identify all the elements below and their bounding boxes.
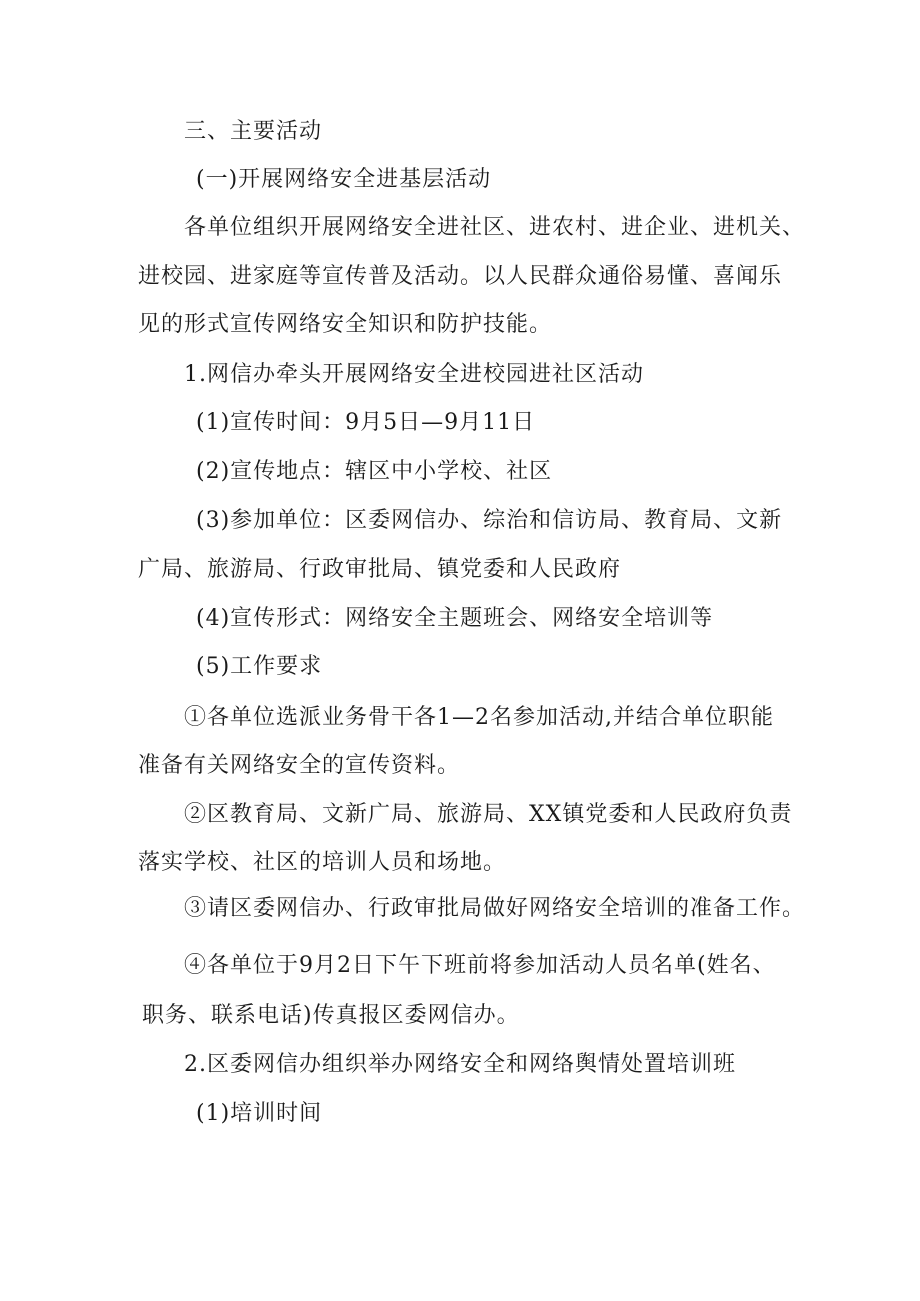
item-heading: 1.网信办牵头开展网络安全进校园进社区活动 — [184, 362, 644, 387]
section-heading: 三、主要活动 — [184, 119, 323, 144]
list-item: (5)工作要求 — [196, 654, 323, 679]
list-item: ②区教育局、文新广局、旅游局、XX镇党委和人民政府负责 — [184, 802, 793, 827]
paragraph-line: 落实学校、社区的培训人员和场地。 — [138, 850, 507, 875]
paragraph-line: 广局、旅游局、行政审批局、镇党委和人民政府 — [138, 557, 622, 582]
paragraph-line: 职务、联系电话)传真报区委网信办。 — [142, 1003, 520, 1028]
list-item: (1)宣传时间：9月5日—9月11日 — [196, 410, 536, 435]
list-item: (4)宣传形式：网络安全主题班会、网络安全培训等 — [196, 606, 714, 631]
paragraph-line: 各单位组织开展网络安全进社区、进农村、进企业、进机关、 — [184, 215, 806, 240]
paragraph-line: 准备有关网络安全的宣传资料。 — [138, 753, 461, 778]
list-item: (2)宣传地点：辖区中小学校、社区 — [196, 459, 553, 484]
list-item: ③请区委网信办、行政审批局做好网络安全培训的准备工作。 — [184, 896, 806, 921]
subsection-heading: (一)开展网络安全进基层活动 — [196, 167, 492, 192]
paragraph-line: 进校园、进家庭等宣传普及活动。以人民群众通俗易懂、喜闻乐 — [138, 264, 783, 289]
list-item: ①各单位选派业务骨干各1—2名参加活动,并结合单位职能 — [184, 705, 774, 730]
list-item: ④各单位于9月2日下午下班前将参加活动人员名单(姓名、 — [184, 953, 776, 978]
list-item: (3)参加单位：区委网信办、综治和信访局、教育局、文新 — [196, 508, 783, 533]
list-item: (1)培训时间 — [196, 1101, 323, 1126]
item-heading: 2.区委网信办组织举办网络安全和网络舆情处置培训班 — [184, 1052, 736, 1077]
paragraph-line: 见的形式宣传网络安全知识和防护技能。 — [138, 312, 553, 337]
